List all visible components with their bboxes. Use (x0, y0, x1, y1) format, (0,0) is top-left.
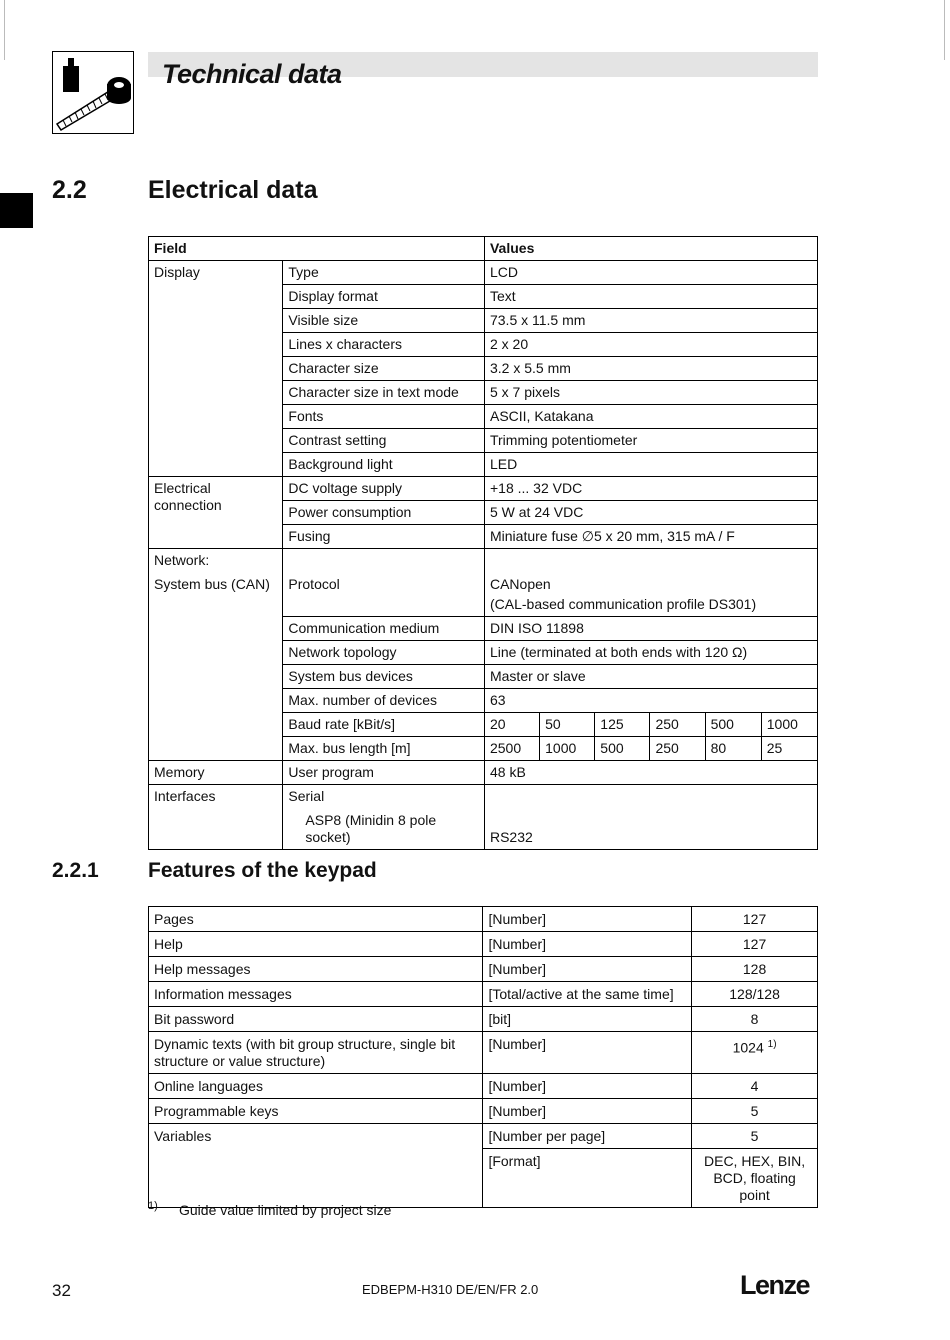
table-row (149, 1074, 818, 1099)
row-value: 2 x 20 (484, 333, 817, 357)
format-value-line1: DEC, HEX, BIN, (704, 1153, 806, 1169)
row-label: Visible size (283, 309, 485, 333)
document-id: EDBEPM-H310 DE/EN/FR 2.0 (362, 1282, 539, 1297)
row-label: Fonts (283, 405, 485, 429)
value-cell: 128 (692, 957, 818, 982)
feature-cell: Help messages (149, 957, 483, 982)
group-interfaces: Interfaces (149, 785, 283, 850)
protocol-value-line1: CANopen (489, 576, 551, 592)
table-row (149, 261, 818, 285)
table-row (149, 477, 818, 501)
row-label: Baud rate [kBit/s] (283, 713, 485, 737)
row-label: Max. bus length [m] (283, 737, 485, 761)
row-value: Miniature fuse ∅5 x 20 mm, 315 mA / F (484, 525, 817, 549)
row-value: Trimming potentiometer (484, 429, 817, 453)
length-value: 250 (650, 737, 705, 761)
row-value: Master or slave (484, 665, 817, 689)
row-label: Power consumption (283, 501, 485, 525)
unit-cell: [Total/active at the same time] (483, 982, 692, 1007)
row-value: 73.5 x 11.5 mm (484, 309, 817, 333)
feature-cell: Help (149, 932, 483, 957)
crop-mark-left (4, 0, 5, 60)
row-value: 5 W at 24 VDC (484, 501, 817, 525)
row-value: RS232 (484, 785, 817, 850)
electrical-data-table (148, 236, 818, 850)
table-row (149, 982, 818, 1007)
row-label: User program (283, 761, 485, 785)
unit-cell: [Number] (483, 957, 692, 982)
table-row (149, 1124, 818, 1149)
length-value: 500 (595, 737, 650, 761)
section-title: Electrical data (148, 176, 318, 204)
row-label: Network topology (283, 641, 485, 665)
keypad-features-table (148, 906, 818, 1208)
lenze-logo: Lenze (740, 1270, 810, 1300)
table-row (149, 1099, 818, 1124)
row-label: DC voltage supply (283, 477, 485, 501)
group-network-line1: Network: (154, 552, 210, 568)
table-row (149, 932, 818, 957)
feature-cell: Information messages (149, 982, 483, 1007)
dynamic-value: 1024 (732, 1039, 764, 1056)
baud-value: 50 (540, 713, 595, 737)
length-value: 2500 (484, 737, 539, 761)
length-value: 25 (761, 737, 817, 761)
table-row (149, 907, 818, 932)
row-value: 5 x 7 pixels (484, 381, 817, 405)
interfaces-label-line2: ASP8 (Minidin 8 pole socket) (305, 812, 437, 845)
footnote-text: Guide value limited by project size (179, 1202, 392, 1218)
row-value: Line (terminated at both ends with 120 Ω) (484, 641, 817, 665)
row-value: Text (484, 285, 817, 309)
group-electrical-connection: Electrical connection (149, 477, 283, 549)
page-number: 32 (52, 1281, 71, 1300)
baud-value: 1000 (761, 713, 817, 737)
row-label: Fusing (283, 525, 485, 549)
table-header-row (149, 237, 818, 261)
table-row (149, 1032, 818, 1074)
crop-mark-right (944, 0, 945, 60)
table-row (149, 549, 818, 617)
row-label: Character size (283, 357, 485, 381)
feature-cell: Variables (149, 1124, 483, 1208)
header-field: Field (149, 237, 485, 261)
format-value-line2: BCD, floating point (713, 1170, 796, 1203)
table-row (149, 761, 818, 785)
dynamic-feature-line2: structure or value structure) (154, 1053, 326, 1069)
dynamic-feature-line1: Dynamic texts (with bit group structure, single bit (154, 1036, 456, 1052)
row-value: ASCII, Katakana (484, 405, 817, 429)
group-network (149, 549, 283, 761)
baud-value: 250 (650, 713, 705, 737)
table-row (149, 957, 818, 982)
row-label: Protocol (283, 549, 485, 617)
length-value: 80 (705, 737, 761, 761)
row-value: LED (484, 453, 817, 477)
row-value: LCD (484, 261, 817, 285)
unit-cell: [Number] (483, 932, 692, 957)
row-label: Type (283, 261, 485, 285)
value-cell: 127 (692, 907, 818, 932)
feature-cell: Online languages (149, 1074, 483, 1099)
row-label: System bus devices (283, 665, 485, 689)
row-value: +18 ... 32 VDC (484, 477, 817, 501)
feature-cell (149, 1032, 483, 1074)
baud-value: 500 (705, 713, 761, 737)
row-value: 48 kB (484, 761, 817, 785)
row-value: 3.2 x 5.5 mm (484, 357, 817, 381)
protocol-value-line2: (CAL-based communication profile DS301) (489, 596, 757, 612)
unit-cell: [Number] (483, 907, 692, 932)
feature-cell: Programmable keys (149, 1099, 483, 1124)
value-cell (692, 1032, 818, 1074)
row-value (484, 549, 817, 617)
unit-cell: [bit] (483, 1007, 692, 1032)
row-value: 63 (484, 689, 817, 713)
subsection-number: 2.2.1 (52, 859, 99, 882)
unit-cell: [Number] (483, 1099, 692, 1124)
row-label: Lines x characters (283, 333, 485, 357)
header-values: Values (484, 237, 817, 261)
group-memory: Memory (149, 761, 283, 785)
chapter-tab (0, 193, 33, 228)
baud-value: 125 (595, 713, 650, 737)
group-network-line2: System bus (CAN) (154, 576, 270, 592)
table-row (149, 1007, 818, 1032)
section-number: 2.2 (52, 176, 87, 204)
row-label: Display format (283, 285, 485, 309)
row-value: DIN ISO 11898 (484, 617, 817, 641)
interfaces-label-line1: Serial (288, 788, 325, 804)
row-label (283, 785, 485, 850)
unit-cell: [Format] (483, 1149, 692, 1208)
feature-cell: Bit password (149, 1007, 483, 1032)
unit-cell: [Number] (483, 1074, 692, 1099)
row-label: Contrast setting (283, 429, 485, 453)
value-cell: 127 (692, 932, 818, 957)
row-label: Communication medium (283, 617, 485, 641)
table-row (149, 785, 818, 850)
weight-tape-icon (52, 51, 134, 134)
length-value: 1000 (540, 737, 595, 761)
footnote-mark: 1) (148, 1200, 158, 1212)
row-label: Max. number of devices (283, 689, 485, 713)
value-cell: 4 (692, 1074, 818, 1099)
group-display: Display (149, 261, 283, 477)
header-title: Technical data (162, 59, 342, 89)
value-cell: 8 (692, 1007, 818, 1032)
row-label: Background light (283, 453, 485, 477)
feature-cell: Pages (149, 907, 483, 932)
value-cell (692, 1149, 818, 1208)
value-cell: 5 (692, 1124, 818, 1149)
baud-value: 20 (484, 713, 539, 737)
unit-cell: [Number per page] (483, 1124, 692, 1149)
subsection-title: Features of the keypad (148, 859, 377, 882)
value-cell: 5 (692, 1099, 818, 1124)
unit-cell: [Number] (483, 1032, 692, 1074)
footnote-ref: 1) (767, 1039, 777, 1050)
value-cell: 128/128 (692, 982, 818, 1007)
row-label: Character size in text mode (283, 381, 485, 405)
